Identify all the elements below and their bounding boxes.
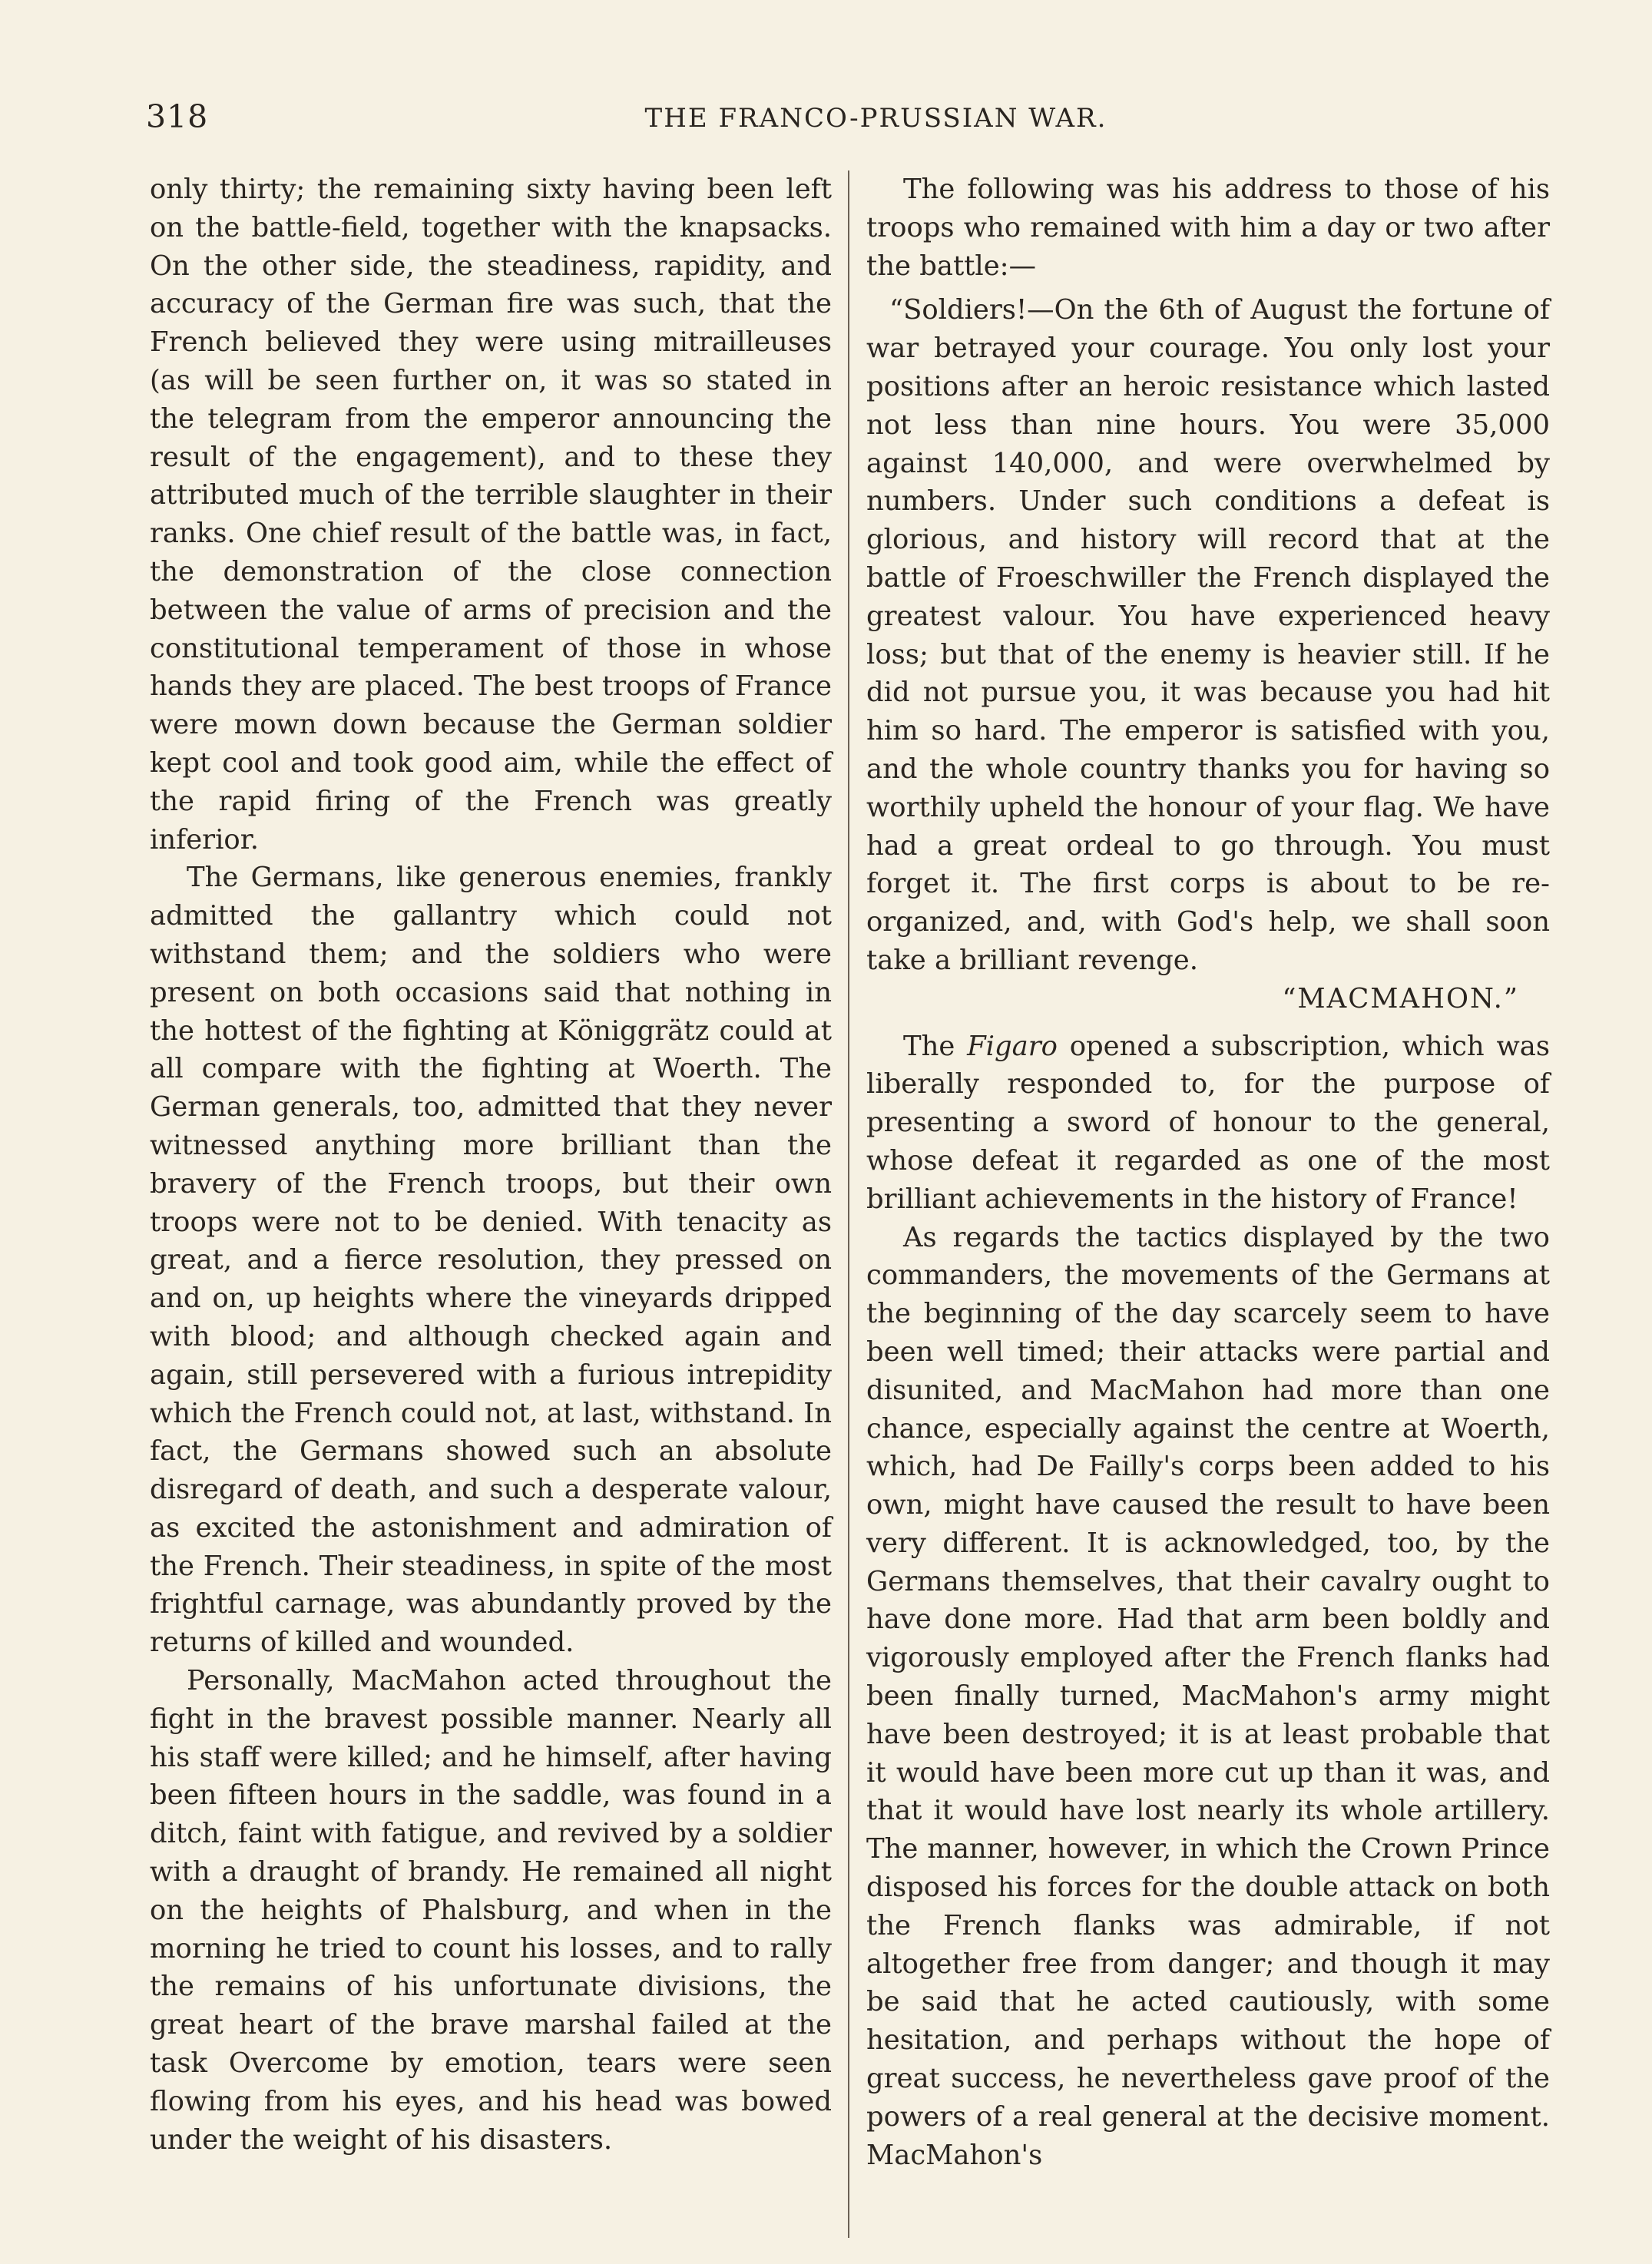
right-column [866, 170, 1550, 2174]
column-divider [848, 170, 849, 2238]
paragraph-figaro [866, 1028, 1550, 1219]
paragraph-address-intro: The following was his address to those of his troops who remained with him a day or two after the battle:— [866, 174, 1550, 282]
page-number: 318 [146, 98, 209, 135]
paragraph-tactics: As regards the tactics displayed by the two commanders, the movements of the Germans at the beginning of the day scarcely seem to have been well timed; their attacks were partial and disunited, and MacMahon had more than one chance, especially against the centre at Woerth, which, had De Failly's corps been added to his own, might have caused the result to have been very different. It is acknowledged, too, by the Germans themselves, that their cavalry ought to have done more. Had that arm been boldly and vigorously employed after the French flanks had been finally turned, MacMahon's army might have been destroyed; it is at least probable that it would have been more cut up than it was, and that it would have lost nearly its whole artillery. The manner, however, in which the Crown Prince disposed his forces for the double attack on both the French flanks was admirable, if not altogether free from danger; and though it may be said that he acted cautiously, with some hesitation, and perhaps without the hope of great success, he nevertheless gave proof of the powers of a real general at the decisive moment. MacMahon's [866, 1221, 1550, 2171]
paragraph-thirty: only thirty; the remaining sixty having been left on the battle-field, together with the knapsacks. On the other side, the steadiness, rapidity, and accuracy of the German fire was such, that the French believed they were using mitrailleuses (as will be seen further on, it was so stated in the telegram from the emperor announcing the result of the engagement), and to these they attributed much of the terrible slaughter in their ranks. One chief result of the battle was, in fact, the demonstration of the close connection between the value of arms of precision and the constitutional temperament of those in whose hands they are placed. The best troops of France were mown down because the German soldier kept cool and took good aim, while the effect of the rapid firing of the French was greatly inferior. [150, 174, 832, 856]
paragraph-germans-generous: The Germans, like generous enemies, frankly admitted the gallantry which could not withstand them; and the soldiers who were present on both occasions said that nothing in the hottest of the fighting at Königgrätz could at all compare with the fighting at Woerth. The German generals, too, admitted that they never witnessed anything more brilliant than the bravery of the French troops, but their own troops were not to be denied. With tenacity as great, and a fierce resolution, they pressed on and on, up heights where the vineyards dripped with blood; and although checked again and again, still persevered with a furious intrepidity which the French could not, at last, withstand. In fact, the Germans showed such an absolute disregard of death, and such a desperate valour, as excited the astonishment and admiration of the French. Their steadiness, in spite of the most frightful carnage, was abundantly proved by the returns of killed and wounded. [150, 862, 832, 1659]
figaro-title: Figaro [967, 1030, 1058, 1062]
left-column [150, 170, 832, 2159]
figaro-pre: The [903, 1030, 968, 1062]
paragraph-macmahon-personally: Personally, MacMahon acted throughout the fight in the bravest possible manner. Nearly all his staff were killed; and he himself, after having been fifteen hours in the saddle, was found in a ditch, faint with fatigue, and revived by a soldier with a draught of brandy. He remained all night on the heights of Phalsburg, and when in the morning he tried to count his losses, and to rally the remains of his unfortunate divisions, the great heart of the brave marshal failed at the task Overcome by emotion, tears were seen flowing from his eyes, and his head was bowed under the weight of his disasters. [150, 1665, 832, 2156]
paragraph-soldiers-address: “Soldiers!—On the 6th of August the fortune of war betrayed your courage. You only lost your positions after an heroic resistance which lasted not less than nine hours. You were 35,000 against 140,000, and were overwhelmed by numbers. Under such conditions a defeat is glorious, and history will record that at the battle of Froeschwiller the French displayed the greatest valour. You have experienced heavy loss; but that of the enemy is heavier still. If he did not pursue you, it was because you had hit him so hard. The emperor is satisfied with you, and the whole country thanks you for having so worthily upheld the honour of your flag. We have had a great ordeal to go through. You must forget it. The first corps is about to be re-organized, and, with God's help, we shall soon take a brilliant revenge. [866, 294, 1550, 976]
page-header [146, 98, 1560, 144]
running-title: THE FRANCO-PRUSSIAN WAR. [644, 103, 1107, 134]
address-signature: “MACMAHON.” [1282, 982, 1519, 1014]
figaro-post: opened a subscription, which was liberally responded to, for the purpose of presenting a sword of honour to the general, whose defeat it regarded as one of the most brilliant achievements in the history of France! [866, 1030, 1551, 1215]
